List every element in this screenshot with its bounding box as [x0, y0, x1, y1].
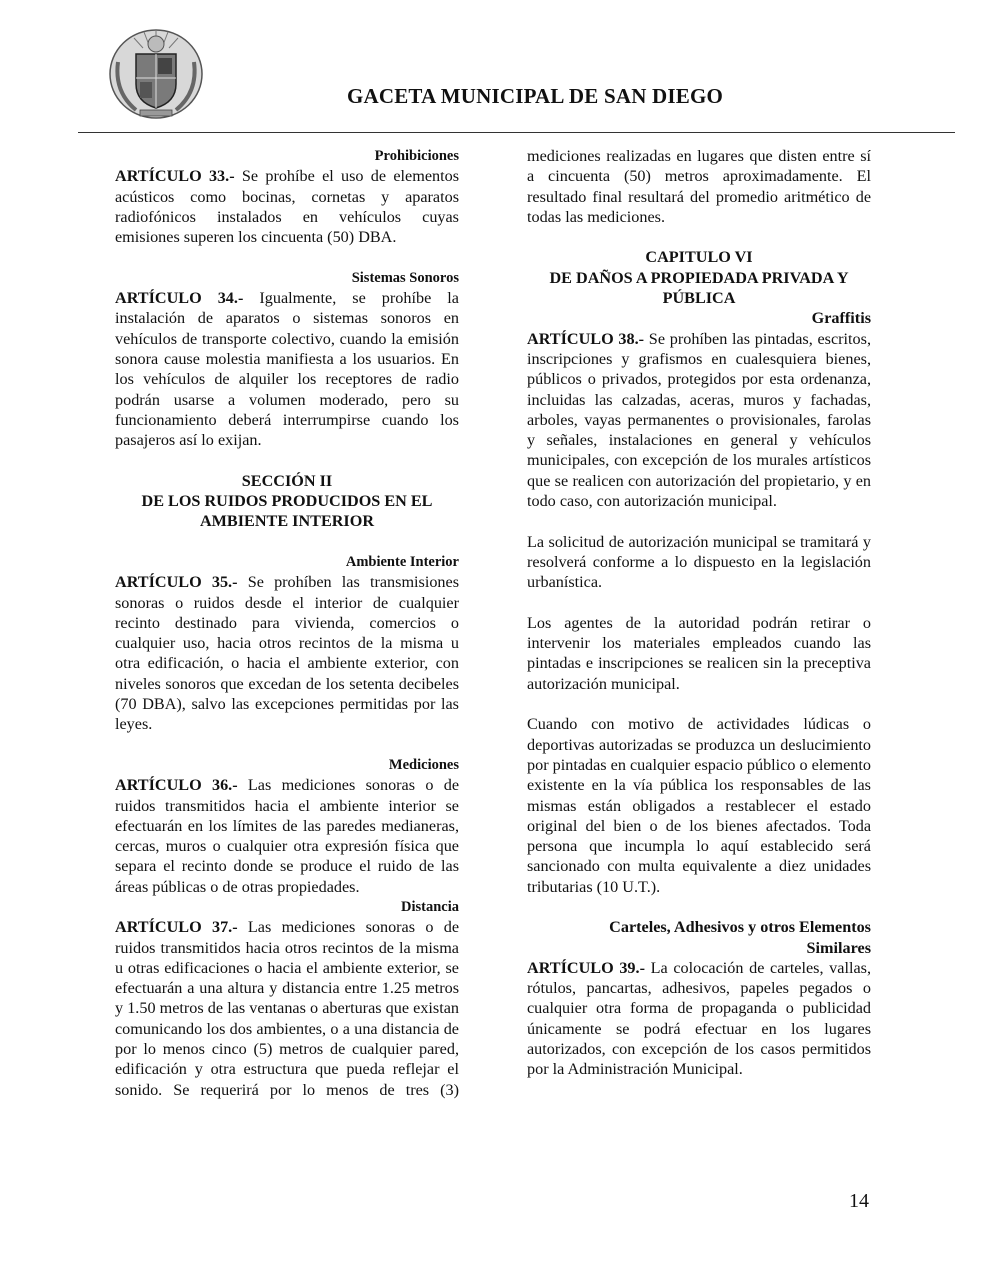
section-heading-2: DE LOS RUIDOS PRODUCIDOS EN EL	[141, 492, 433, 511]
article-34: ARTÍCULO 34.- Igualmente, se prohíbe la instalación de aparatos o sistemas sonoros en vehículos de transporte colectivo, cuando la emisión sonora cause molestia manifiesta a los usuarios. En los vehículos de alquiler los receptores de radio podrán usarse a volumen moderado, pero su funcionamiento deberá interrumpirse cuando los pasajeros así lo exijan.	[115, 289, 459, 450]
article-37: ARTÍCULO 37.- Las mediciones sonoras o de ruidos transmitidos hacia otros recintos de la misma u otras edificaciones o hacia el ambiente exterior, se efectuarán a una altura y distancia entre 1.25 metros y 1.50 metros de las ventanas o aberturas que existan comunicando los dos ambientes, o a una distancia de por lo menos cinco (5) metros de cualquier pared, edificación y otra estructura que pueda reflejar el sonido. Se requerirá por lo menos de tres (3)	[115, 918, 460, 1099]
article-38-paragraph-2: La solicitud de autorización municipal se tramitará y resolverá conforme a lo dispuesto en la legislación urbanística.	[527, 532, 871, 592]
subtitle-ambiente-interior: Ambiente Interior	[345, 553, 459, 570]
left-column	[115, 146, 459, 1100]
chapter-heading-1: CAPITULO VI	[645, 248, 753, 267]
chapter-heading-2: DE DAÑOS A PROPIEDADA PRIVADA Y	[549, 268, 849, 287]
article-36: ARTÍCULO 36.- Las mediciones sonoras o de ruidos transmitidos hacia el ambiente interior se efectuarán en los límites de las paredes medianeras, cercas, muros o cualquier otra expresión física que separa el recinto donde se produce el ruido de las áreas públicas o de otras propiedades.	[115, 776, 460, 896]
page-number: 14	[849, 1190, 869, 1212]
subtitle-carteles-2: Similares	[806, 938, 871, 957]
subtitle-distancia: Distancia	[401, 898, 459, 915]
article-33: ARTÍCULO 33.- Se prohíbe el uso de elementos acústicos como bocinas, cornetas y aparatos radiofónicos instalados en vehículos cuyas emisiones superen los cincuenta (50) DBA.	[115, 167, 459, 247]
subtitle-prohibiciones: Prohibiciones	[374, 148, 459, 164]
article-38: ARTÍCULO 38.- Se prohíben las pintadas, escritos, inscripciones y grafismos en cualesquiera bienes, públicos o privados, protegidos por esta ordenanza, incluidas las calzadas, aceras, muros y fachadas, arboles, vayas permanentes o provisionales, farolas y señales, instalaciones en general y vehículos municipales, con excepción de los murales artísticos que se realicen con autorización del propietario, y en todo caso, con autorización municipal.	[527, 329, 871, 511]
header-divider	[78, 132, 955, 133]
article-37-continued: mediciones realizadas en lugares que disten entre sí a cincuenta (50) metros aproximadamente. El resultado final resultará del promedio aritmético de todas las mediciones.	[527, 147, 871, 226]
article-38-paragraph-4: Cuando con motivo de actividades lúdicas o deportivas autorizadas se produzca un deslucimiento por pintadas en cualquier espacio público o elemento existente en la vía pública los responsables de las mismas están obligados a restablecer el estado original del bien o de los bienes afectados. Toda persona que incumpla lo aquí establecido será sancionado con multa equivalente a diez unidades tributarias (10 U.T.).	[527, 715, 871, 896]
subtitle-graffitis: Graffitis	[811, 309, 871, 328]
subtitle-carteles-1: Carteles, Adhesivos y otros Elementos	[609, 918, 871, 937]
article-35: ARTÍCULO 35.- Se prohíben las transmisiones sonoras o ruidos desde el interior de cualquier recinto destinado para vivienda, comercios o cualquier uso, hacia otros recintos de la misma u otra edificación, o hacia el ambiente exterior, con niveles sonoros que excedan de los setenta decibeles (70 DBA), salvo las excepciones permitidas por las leyes.	[115, 573, 459, 734]
subtitle-sistemas-sonoros: Sistemas Sonoros	[351, 269, 459, 286]
article-39: ARTÍCULO 39.- La colocación de carteles, vallas, rótulos, pancartas, adhesivos, papeles pegados o cualquier otra forma de propaganda o publicidad únicamente se podrá efectuar en los lugares autorizados, con excepción de los casos permitidos por la Administración Municipal.	[527, 958, 871, 1079]
article-38-paragraph-3: Los agentes de la autoridad podrán retirar o intervenir los materiales empleados cuando las pintadas e inscripciones se realicen sin la preceptiva autorización municipal.	[527, 613, 871, 693]
right-column	[527, 146, 871, 1080]
gazette-title: GACETA MUNICIPAL DE SAN DIEGO	[346, 84, 724, 108]
section-heading-3: AMBIENTE INTERIOR	[199, 512, 375, 531]
section-heading-1: SECCIÓN II	[241, 471, 333, 490]
subtitle-mediciones: Mediciones	[388, 756, 459, 773]
chapter-heading-3: PÚBLICA	[662, 289, 736, 308]
